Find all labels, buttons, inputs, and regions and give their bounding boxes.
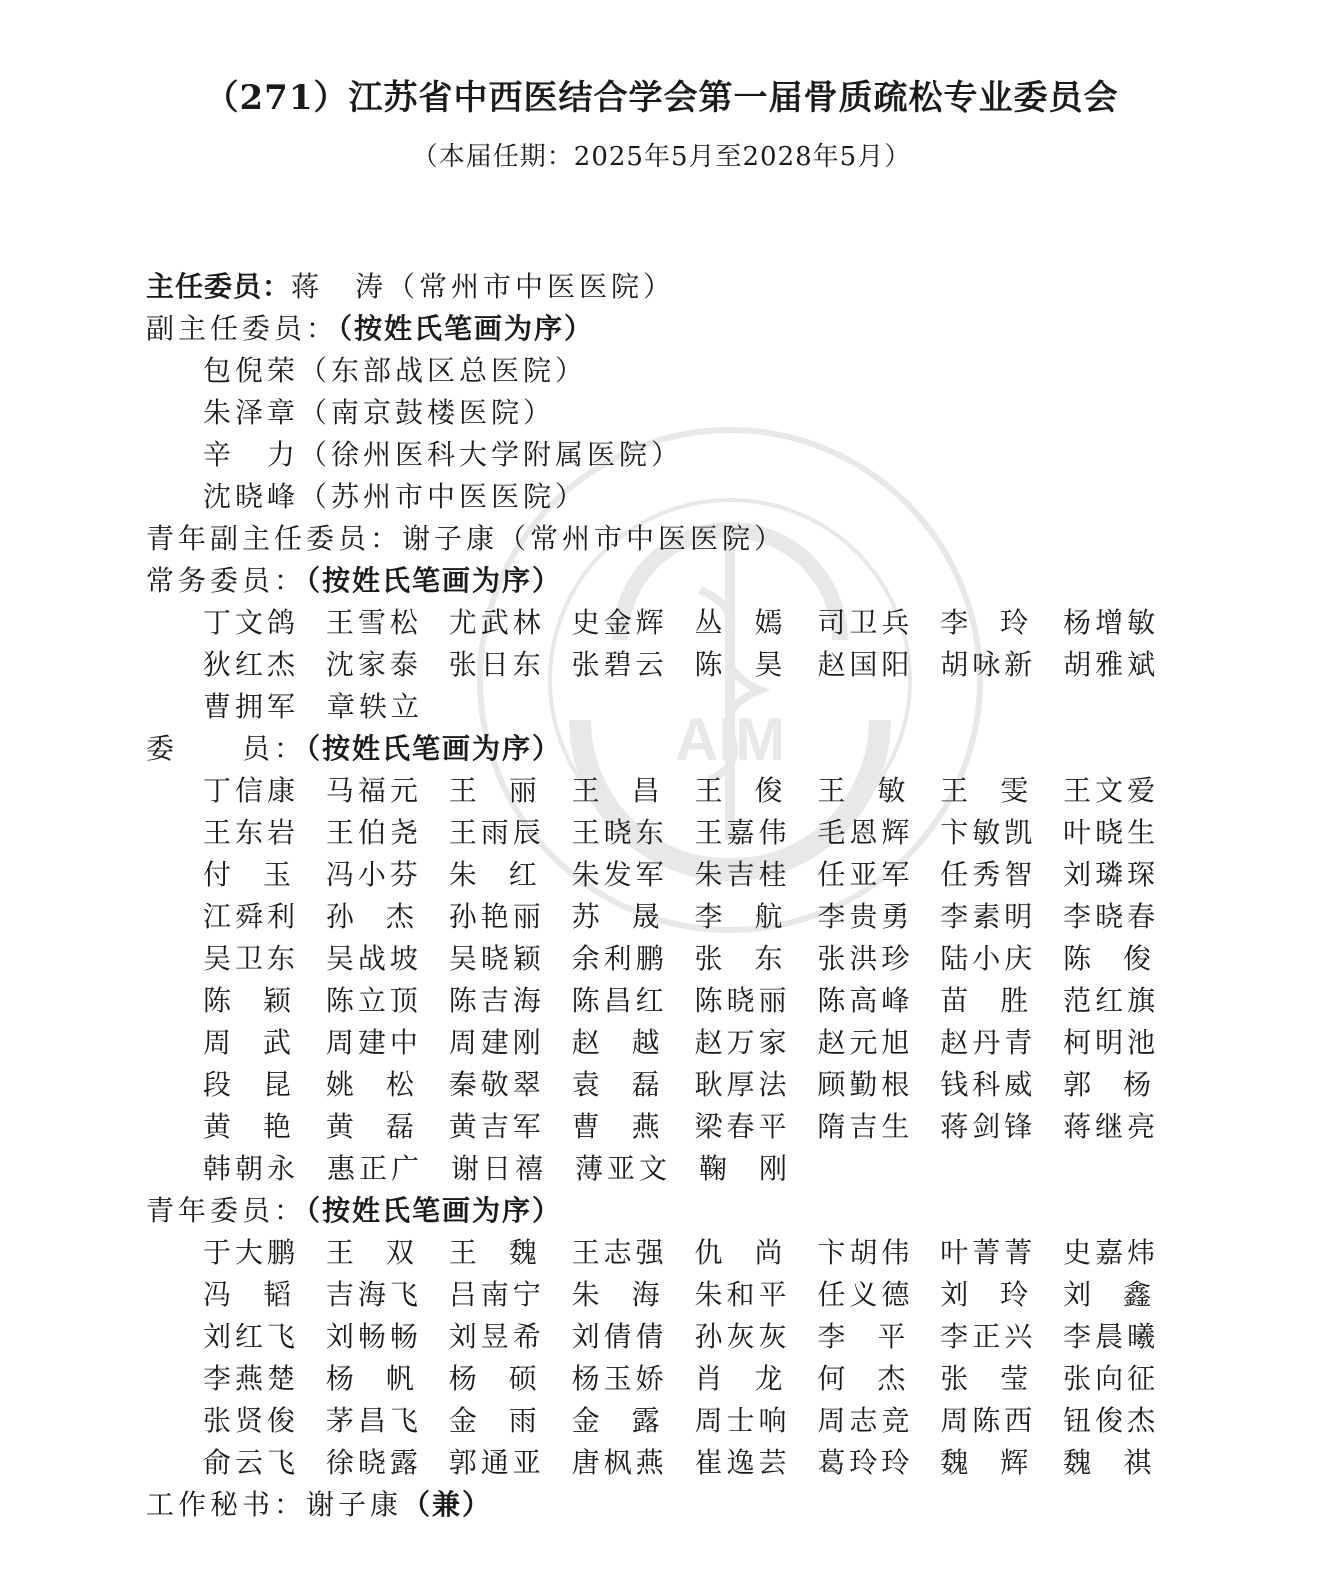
member-name: 杨硕 bbox=[448, 1362, 569, 1395]
young-members-heading bbox=[146, 1190, 1186, 1232]
member-name: 仇尚 bbox=[694, 1236, 815, 1269]
name-row bbox=[203, 938, 1186, 980]
member-name: 狄红杰 bbox=[203, 648, 300, 681]
member-name: 刘畅畅 bbox=[325, 1320, 422, 1353]
vice-chair-name: 辛 力 bbox=[203, 438, 300, 471]
member-name: 隋吉生 bbox=[817, 1110, 914, 1143]
name-row bbox=[203, 812, 1186, 854]
member-name: 张日东 bbox=[448, 648, 545, 681]
member-name: 刘璘琛 bbox=[1063, 858, 1160, 891]
members-heading bbox=[146, 728, 1186, 770]
member-name: 赵国阳 bbox=[817, 648, 914, 681]
chair-label: 主任委员： bbox=[146, 270, 292, 303]
member-name: 王雨辰 bbox=[448, 816, 545, 849]
member-name: 魏祺 bbox=[1063, 1446, 1184, 1479]
member-name: 王昌 bbox=[571, 774, 692, 807]
vice-chair-org: （徐州医科大学附属医院） bbox=[299, 438, 684, 471]
member-name: 赵元旭 bbox=[817, 1026, 914, 1059]
member-name: 郭杨 bbox=[1063, 1068, 1184, 1101]
name-row bbox=[203, 980, 1186, 1022]
vice-chair-item bbox=[146, 476, 1186, 518]
member-name: 蒋继亮 bbox=[1063, 1110, 1160, 1143]
secretary-line bbox=[146, 1484, 1186, 1526]
member-name: 李晨曦 bbox=[1063, 1320, 1160, 1353]
member-name: 张东 bbox=[694, 942, 815, 975]
member-name: 陈昊 bbox=[694, 648, 815, 681]
member-name: 王文爱 bbox=[1063, 774, 1160, 807]
secretary-note: （兼） bbox=[402, 1488, 493, 1521]
member-name: 陈晓丽 bbox=[694, 984, 791, 1017]
standing-members-grid bbox=[146, 602, 1186, 728]
member-name: 朱吉桂 bbox=[694, 858, 791, 891]
member-name: 刘鑫 bbox=[1063, 1278, 1184, 1311]
member-name: 梁春平 bbox=[694, 1110, 791, 1143]
member-name: 曹拥军 bbox=[203, 690, 300, 723]
member-name: 吴卫东 bbox=[203, 942, 300, 975]
name-row bbox=[203, 1442, 1186, 1484]
member-name: 秦敬翠 bbox=[448, 1068, 545, 1101]
name-row bbox=[203, 1400, 1186, 1442]
member-name: 吴晓颖 bbox=[448, 942, 545, 975]
member-name: 张碧云 bbox=[571, 648, 668, 681]
member-name: 韩朝永 bbox=[203, 1152, 300, 1185]
svg-text:AIM: AIM bbox=[675, 706, 785, 773]
vice-chair-org: （南京鼓楼医院） bbox=[299, 396, 556, 429]
member-name: 袁磊 bbox=[571, 1068, 692, 1101]
member-name: 张莹 bbox=[940, 1362, 1061, 1395]
member-name: 王双 bbox=[325, 1236, 446, 1269]
vice-chair-name: 朱泽章 bbox=[203, 396, 300, 429]
member-name: 赵万家 bbox=[694, 1026, 791, 1059]
member-name: 王伯尧 bbox=[325, 816, 422, 849]
vice-chair-name: 沈晓峰 bbox=[203, 480, 300, 513]
chair-line bbox=[146, 266, 1186, 308]
member-name: 孙灰灰 bbox=[694, 1320, 791, 1353]
member-name: 葛玲玲 bbox=[817, 1446, 914, 1479]
name-row bbox=[203, 854, 1186, 896]
member-name: 史金辉 bbox=[571, 606, 668, 639]
member-name: 任亚军 bbox=[817, 858, 914, 891]
young-members-label: 青年委员： bbox=[146, 1194, 307, 1227]
name-row bbox=[203, 1148, 1186, 1190]
name-row bbox=[203, 1316, 1186, 1358]
member-name: 王志强 bbox=[571, 1236, 668, 1269]
member-name: 苏晟 bbox=[571, 900, 692, 933]
member-name: 金露 bbox=[571, 1404, 692, 1437]
member-name: 王敏 bbox=[817, 774, 938, 807]
member-name: 任秀智 bbox=[940, 858, 1037, 891]
member-name: 周士响 bbox=[694, 1404, 791, 1437]
vice-chairs-label: 副主任委员： bbox=[146, 312, 339, 345]
member-name: 朱红 bbox=[448, 858, 569, 891]
member-name: 张洪珍 bbox=[817, 942, 914, 975]
members-label: 委 员： bbox=[146, 732, 307, 765]
member-name: 黄磊 bbox=[325, 1110, 446, 1143]
vice-chair-org: （东部战区总医院） bbox=[299, 354, 588, 387]
name-row bbox=[203, 1022, 1186, 1064]
chair-org: （常州市中医医院） bbox=[387, 270, 676, 303]
vice-chair-item bbox=[146, 392, 1186, 434]
member-name: 段昆 bbox=[203, 1068, 324, 1101]
term-period: （本届任期：2025年5月至2028年5月） bbox=[411, 142, 912, 172]
member-name: 郭通亚 bbox=[448, 1446, 545, 1479]
name-row bbox=[203, 1358, 1186, 1400]
member-name: 尤武林 bbox=[448, 606, 545, 639]
member-name: 冯韬 bbox=[203, 1278, 324, 1311]
member-name: 顾勤根 bbox=[817, 1068, 914, 1101]
member-name: 江舜利 bbox=[203, 900, 300, 933]
member-name: 张向征 bbox=[1063, 1362, 1160, 1395]
name-row bbox=[203, 644, 1186, 686]
member-name: 王嘉伟 bbox=[694, 816, 791, 849]
roster bbox=[146, 266, 1186, 1526]
member-name: 朱海 bbox=[571, 1278, 692, 1311]
member-name: 耿厚法 bbox=[694, 1068, 791, 1101]
member-name: 俞云飞 bbox=[203, 1446, 300, 1479]
member-name: 丁文鸽 bbox=[203, 606, 300, 639]
member-name: 李平 bbox=[817, 1320, 938, 1353]
young-vice-chair-org: （常州市中医医院） bbox=[498, 522, 787, 555]
member-name: 惠正广 bbox=[327, 1152, 424, 1185]
member-name: 刘昱希 bbox=[448, 1320, 545, 1353]
secretary-name: 谢子康 bbox=[306, 1488, 403, 1521]
secretary-label: 工作秘书： bbox=[146, 1488, 307, 1521]
member-name: 李玲 bbox=[940, 606, 1061, 639]
member-name: 于大鹏 bbox=[203, 1236, 300, 1269]
member-name: 钱科威 bbox=[940, 1068, 1037, 1101]
member-name: 魏辉 bbox=[940, 1446, 1061, 1479]
standing-members-note: （按姓氏笔画为序） bbox=[306, 564, 563, 597]
member-name: 任义德 bbox=[817, 1278, 914, 1311]
member-name: 王雯 bbox=[940, 774, 1061, 807]
member-name: 杨玉娇 bbox=[571, 1362, 668, 1395]
member-name: 周陈西 bbox=[940, 1404, 1037, 1437]
member-name: 钮俊杰 bbox=[1063, 1404, 1160, 1437]
member-name: 孙艳丽 bbox=[448, 900, 545, 933]
member-name: 章轶立 bbox=[327, 690, 424, 723]
member-name: 苗胜 bbox=[940, 984, 1061, 1017]
member-name: 周建中 bbox=[325, 1026, 422, 1059]
name-row bbox=[203, 1106, 1186, 1148]
member-name: 陈颖 bbox=[203, 984, 324, 1017]
member-name: 何杰 bbox=[817, 1362, 938, 1395]
vice-chairs-note: （按姓氏笔画为序） bbox=[338, 312, 595, 345]
member-name: 谢日禧 bbox=[451, 1152, 548, 1185]
member-name: 徐晓露 bbox=[325, 1446, 422, 1479]
member-name: 陈昌红 bbox=[571, 984, 668, 1017]
member-name: 王晓东 bbox=[571, 816, 668, 849]
name-row bbox=[203, 1274, 1186, 1316]
member-name: 王俊 bbox=[694, 774, 815, 807]
member-name: 范红旗 bbox=[1063, 984, 1160, 1017]
member-name: 李素明 bbox=[940, 900, 1037, 933]
member-name: 柯明池 bbox=[1063, 1026, 1160, 1059]
member-name: 赵越 bbox=[571, 1026, 692, 1059]
vice-chair-item bbox=[146, 350, 1186, 392]
member-name: 司卫兵 bbox=[817, 606, 914, 639]
young-vice-chair-name: 谢子康 bbox=[402, 522, 499, 555]
member-name: 孙杰 bbox=[325, 900, 446, 933]
member-name: 刘玲 bbox=[940, 1278, 1061, 1311]
member-name: 叶菁菁 bbox=[940, 1236, 1037, 1269]
member-name: 黄艳 bbox=[203, 1110, 324, 1143]
name-row bbox=[203, 896, 1186, 938]
vice-chair-name: 包倪荣 bbox=[203, 354, 300, 387]
member-name: 付玉 bbox=[203, 858, 324, 891]
member-name: 李贵勇 bbox=[817, 900, 914, 933]
member-name: 马福元 bbox=[325, 774, 422, 807]
member-name: 王雪松 bbox=[325, 606, 422, 639]
young-vice-chair-line bbox=[146, 518, 1186, 560]
member-name: 李正兴 bbox=[940, 1320, 1037, 1353]
member-name: 丛嫣 bbox=[694, 606, 815, 639]
member-name: 曹燕 bbox=[571, 1110, 692, 1143]
member-name: 冯小芬 bbox=[325, 858, 422, 891]
member-name: 卞胡伟 bbox=[817, 1236, 914, 1269]
member-name: 王丽 bbox=[448, 774, 569, 807]
member-name: 薄亚文 bbox=[575, 1152, 672, 1185]
standing-members-label: 常务委员： bbox=[146, 564, 307, 597]
member-name: 毛恩辉 bbox=[817, 816, 914, 849]
member-name: 茅昌飞 bbox=[325, 1404, 422, 1437]
vice-chair-item bbox=[146, 434, 1186, 476]
member-name: 张贤俊 bbox=[203, 1404, 300, 1437]
member-name: 吕南宁 bbox=[448, 1278, 545, 1311]
member-name: 黄吉军 bbox=[448, 1110, 545, 1143]
member-name: 崔逸芸 bbox=[694, 1446, 791, 1479]
member-name: 朱发军 bbox=[571, 858, 668, 891]
young-members-note: （按姓氏笔画为序） bbox=[306, 1194, 563, 1227]
member-name: 刘倩倩 bbox=[571, 1320, 668, 1353]
member-name: 陆小庆 bbox=[940, 942, 1037, 975]
member-name: 肖龙 bbox=[694, 1362, 815, 1395]
members-note: （按姓氏笔画为序） bbox=[306, 732, 563, 765]
member-name: 周建刚 bbox=[448, 1026, 545, 1059]
member-name: 蒋剑锋 bbox=[940, 1110, 1037, 1143]
member-name: 胡雅斌 bbox=[1063, 648, 1160, 681]
member-name: 姚松 bbox=[325, 1068, 446, 1101]
member-name: 朱和平 bbox=[694, 1278, 791, 1311]
young-vice-chair-label: 青年副主任委员： bbox=[146, 522, 403, 555]
members-grid bbox=[146, 770, 1186, 1190]
member-name: 沈家泰 bbox=[325, 648, 422, 681]
member-name: 陈俊 bbox=[1063, 942, 1184, 975]
member-name: 叶晓生 bbox=[1063, 816, 1160, 849]
member-name: 李燕楚 bbox=[203, 1362, 300, 1395]
member-name: 陈吉海 bbox=[448, 984, 545, 1017]
vice-chairs-heading bbox=[146, 308, 1186, 350]
vice-chair-org: （苏州市中医医院） bbox=[299, 480, 588, 513]
standing-members-heading bbox=[146, 560, 1186, 602]
member-name: 余利鹏 bbox=[571, 942, 668, 975]
page-title: （271）江苏省中西医结合学会第一届骨质疏松专业委员会 bbox=[204, 78, 1119, 118]
member-name: 李晓春 bbox=[1063, 900, 1160, 933]
member-name: 杨增敏 bbox=[1063, 606, 1160, 639]
name-row bbox=[203, 1232, 1186, 1274]
member-name: 王东岩 bbox=[203, 816, 300, 849]
member-name: 吉海飞 bbox=[325, 1278, 422, 1311]
member-name: 王魏 bbox=[448, 1236, 569, 1269]
member-name: 周志竞 bbox=[817, 1404, 914, 1437]
member-name: 丁信康 bbox=[203, 774, 300, 807]
member-name: 金雨 bbox=[448, 1404, 569, 1437]
name-row bbox=[203, 1064, 1186, 1106]
name-row bbox=[203, 770, 1186, 812]
member-name: 唐枫燕 bbox=[571, 1446, 668, 1479]
member-name: 陈高峰 bbox=[817, 984, 914, 1017]
member-name: 卞敏凯 bbox=[940, 816, 1037, 849]
member-name: 陈立顶 bbox=[325, 984, 422, 1017]
member-name: 李航 bbox=[694, 900, 815, 933]
member-name: 鞠刚 bbox=[699, 1152, 820, 1185]
member-name: 刘红飞 bbox=[203, 1320, 300, 1353]
chair-name: 蒋 涛 bbox=[291, 270, 388, 303]
name-row bbox=[203, 686, 1186, 728]
member-name: 赵丹青 bbox=[940, 1026, 1037, 1059]
young-members-grid bbox=[146, 1232, 1186, 1484]
member-name: 周武 bbox=[203, 1026, 324, 1059]
member-name: 史嘉炜 bbox=[1063, 1236, 1160, 1269]
member-name: 杨帆 bbox=[325, 1362, 446, 1395]
member-name: 胡咏新 bbox=[940, 648, 1037, 681]
member-name: 吴战坡 bbox=[325, 942, 422, 975]
name-row bbox=[203, 602, 1186, 644]
